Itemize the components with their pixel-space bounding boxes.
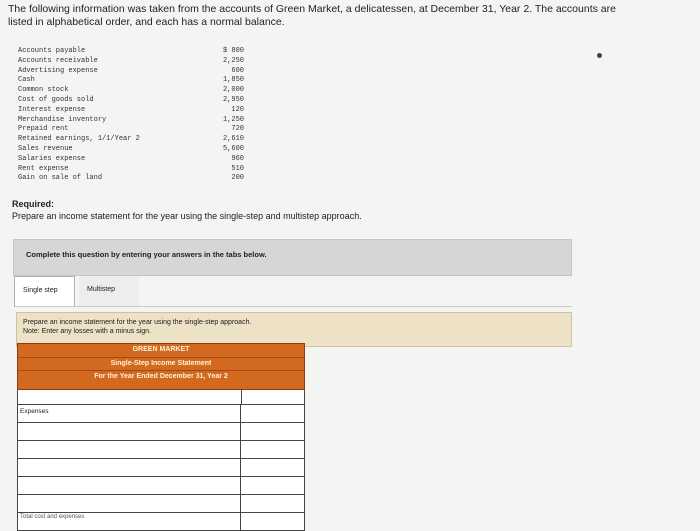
account-amount: $ 800 (222, 47, 244, 55)
account-name: Salaries expense (18, 154, 86, 163)
account-row (18, 76, 244, 86)
table-row (17, 441, 305, 459)
account-name: Cost of goods sold (18, 95, 94, 104)
problem-intro: The following information was taken from the accounts of Green Market, a delicatessen, at December 31, Year 2. The accounts are listed in alphabetical order, and each has a normal balance. (8, 3, 616, 28)
account-input[interactable] (18, 495, 241, 512)
account-row (18, 155, 244, 165)
account-amount: 2,250 (222, 56, 244, 65)
account-name: Advertising expense (18, 66, 98, 75)
account-row (18, 96, 244, 106)
instruction-bar (13, 239, 572, 276)
account-row (18, 86, 244, 96)
account-amount: 200 (231, 174, 244, 183)
tab-multistep[interactable]: Multistep (79, 276, 139, 306)
account-name: Gain on sale of land (18, 174, 103, 183)
account-name: Interest expense (18, 105, 86, 114)
account-amount: 600 (231, 66, 244, 75)
blank-label-cell (18, 390, 241, 404)
table-row (17, 405, 305, 423)
account-input[interactable] (18, 459, 241, 476)
instruction-text: Complete this question by entering your answers in the tabs below. (26, 250, 267, 259)
statement-period: For the Year Ended December 31, Year 2 (94, 373, 228, 380)
account-row (18, 47, 244, 57)
note-line-1: Prepare an income statement for the year using the single-step approach. (23, 319, 252, 326)
account-row (18, 145, 244, 155)
account-row (18, 174, 244, 184)
account-row (18, 67, 244, 77)
account-amount: 1,250 (222, 115, 244, 124)
amount-input[interactable] (241, 477, 304, 494)
required-label: Required: (12, 199, 55, 209)
table-row (17, 390, 305, 405)
instruction-note (16, 312, 572, 347)
blank-amount-cell (241, 390, 305, 404)
table-row (17, 495, 305, 513)
account-amount: 5,600 (222, 144, 244, 153)
table-row (17, 477, 305, 495)
account-name: Sales revenue (18, 144, 73, 153)
statement-title: Single-Step Income Statement (18, 358, 304, 372)
account-row (18, 135, 244, 145)
account-row (18, 125, 244, 135)
statement-company: GREEN MARKET (18, 344, 304, 358)
account-amount: 120 (231, 105, 244, 114)
tab-divider (14, 306, 572, 307)
tab-single-step[interactable]: Single step (14, 276, 75, 306)
account-amount: 2,950 (222, 95, 244, 104)
account-name: Merchandise inventory (18, 115, 107, 124)
account-row (18, 165, 244, 175)
amount-input[interactable] (241, 459, 304, 476)
account-row (18, 57, 244, 67)
account-amount: 2,000 (222, 86, 244, 95)
amount-input[interactable] (241, 495, 304, 512)
account-name: Prepaid rent (18, 125, 69, 134)
statement-header (17, 343, 305, 390)
table-row (17, 459, 305, 477)
account-input[interactable] (18, 477, 241, 494)
account-amount: 1,850 (222, 76, 244, 85)
account-name: Rent expense (18, 164, 69, 173)
decorative-dot (597, 53, 602, 58)
account-name: Cash (18, 76, 35, 85)
statement-grid (17, 390, 305, 531)
note-line-2: Note: Enter any losses with a minus sign. (23, 328, 152, 335)
account-amount: 960 (231, 154, 244, 163)
account-amount: 510 (231, 164, 244, 173)
account-name: Accounts receivable (18, 56, 98, 65)
account-name: Retained earnings, 1/1/Year 2 (18, 135, 140, 144)
income-statement-table (17, 343, 305, 531)
expenses-label: Expenses (18, 405, 241, 422)
amount-input[interactable] (241, 513, 304, 530)
amount-input[interactable] (241, 405, 304, 422)
accounts-list (18, 47, 244, 184)
table-row (17, 423, 305, 441)
account-row (18, 116, 244, 126)
account-amount: 720 (231, 125, 244, 134)
account-name: Common stock (18, 86, 69, 95)
account-name: Accounts payable (18, 47, 86, 55)
required-text: Prepare an income statement for the year using the single-step and multistep approach. (12, 211, 362, 221)
account-input[interactable] (18, 423, 241, 440)
amount-input[interactable] (241, 441, 304, 458)
account-input[interactable] (18, 441, 241, 458)
account-row (18, 106, 244, 116)
total-costs-label: Total cost and expenses (20, 514, 85, 520)
account-amount: 2,610 (222, 135, 244, 144)
amount-input[interactable] (241, 423, 304, 440)
